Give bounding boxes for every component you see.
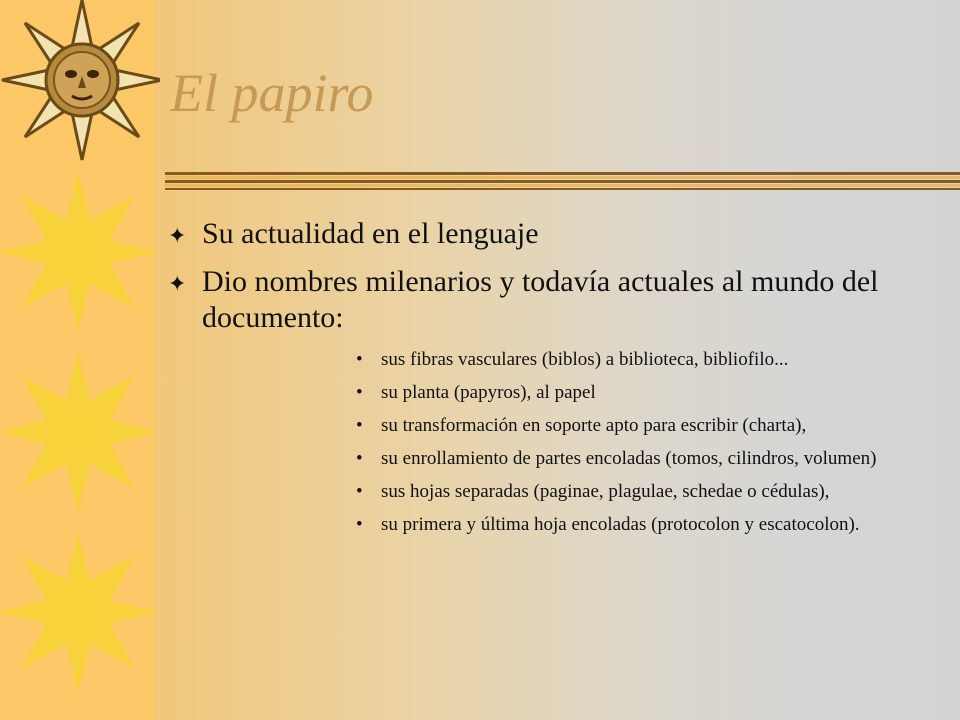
dot-bullet-icon: • bbox=[356, 448, 363, 469]
sun-icon bbox=[0, 172, 158, 332]
dot-bullet-icon: • bbox=[356, 349, 363, 370]
dot-bullet-icon: • bbox=[356, 415, 363, 436]
sub-bullet-item bbox=[356, 349, 936, 371]
sub-bullet-item bbox=[356, 415, 936, 437]
bullet-text: Dio nombres milenarios y todavía actuales al mundo del documento: bbox=[202, 265, 879, 334]
title-divider bbox=[165, 170, 960, 192]
dot-bullet-icon: • bbox=[356, 382, 363, 403]
bullet-text: Su actualidad en el lenguaje bbox=[202, 217, 539, 250]
sub-bullet-text: su planta (papyros), al papel bbox=[381, 382, 596, 403]
sub-bullet-text: sus fibras vasculares (biblos) a biblioteca, bibliofilo... bbox=[381, 349, 789, 370]
star-bullet-icon: ✦ bbox=[168, 223, 187, 248]
dot-bullet-icon: • bbox=[356, 514, 363, 535]
sub-bullet-item bbox=[356, 448, 936, 470]
dot-bullet-icon: • bbox=[356, 481, 363, 502]
sub-bullet-item bbox=[356, 382, 936, 404]
sub-bullet-item bbox=[356, 481, 936, 503]
sub-bullet-text: su primera y última hoja encoladas (protocolon y escatocolon). bbox=[381, 514, 860, 535]
sun-decorations bbox=[0, 0, 160, 720]
sub-bullet-item bbox=[356, 514, 936, 536]
slide-title: El papiro bbox=[170, 63, 374, 123]
bullet-item bbox=[168, 216, 938, 252]
sub-bullet-text: sus hojas separadas (paginae, plagulae, schedae o cédulas), bbox=[381, 481, 830, 502]
sun-icon bbox=[0, 532, 158, 692]
sub-bullet-list bbox=[356, 349, 936, 547]
sub-bullet-text: su enrollamiento de partes encoladas (tomos, cilindros, volumen) bbox=[381, 448, 877, 469]
sun-face-icon bbox=[2, 0, 160, 160]
bullet-item bbox=[168, 264, 938, 336]
bullet-list bbox=[168, 216, 938, 348]
star-bullet-icon: ✦ bbox=[168, 271, 187, 296]
sub-bullet-text: su transformación en soporte apto para escribir (charta), bbox=[381, 415, 807, 436]
sun-icon bbox=[0, 352, 158, 512]
